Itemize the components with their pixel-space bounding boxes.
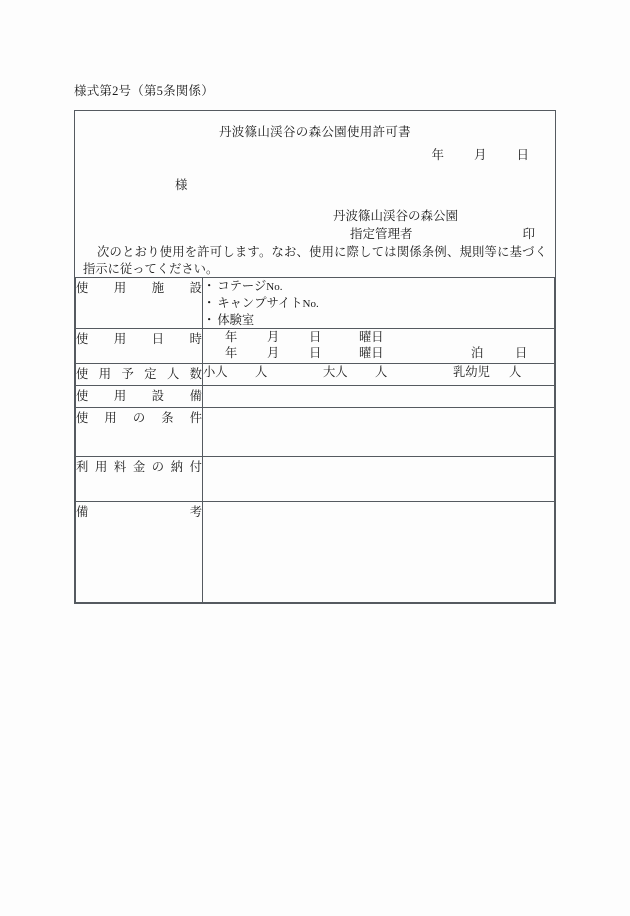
issue-date-month: 月	[473, 148, 487, 162]
end-day: 日	[309, 346, 322, 360]
row-value-remarks[interactable]	[203, 502, 555, 603]
permit-details-table	[75, 277, 555, 603]
bullet-dot-icon: ・	[203, 313, 216, 327]
facility-name: キャンプサイト	[217, 296, 303, 310]
stay-nights: 泊	[471, 346, 484, 360]
label-char: 用	[98, 367, 112, 381]
start-year: 年	[225, 330, 238, 344]
label-char: 納	[170, 460, 183, 474]
label-char: の	[151, 460, 165, 474]
row-value-conditions[interactable]	[203, 408, 555, 457]
label-char: 使	[76, 281, 89, 295]
facility-number-suffix: No.	[266, 281, 283, 293]
seal-mark: 印	[522, 227, 535, 241]
table-row-equipment	[76, 386, 555, 408]
end-weekday: 曜日	[359, 346, 384, 360]
label-char: 使	[76, 332, 89, 346]
issue-date-line	[431, 145, 529, 163]
label-char: 件	[189, 411, 202, 425]
label-char: 金	[132, 460, 146, 474]
adult-unit: 人	[375, 365, 388, 379]
facility-option-activityroom	[203, 312, 554, 328]
issue-date-year: 年	[431, 148, 444, 162]
issuer-role: 指定管理者	[350, 227, 413, 241]
datetime-start-line	[203, 329, 554, 345]
label-char: 備	[76, 505, 89, 519]
form-code-label: 様式第2号（第5条関係）	[74, 84, 214, 98]
label-char: 料	[113, 460, 127, 474]
bullet-dot-icon: ・	[203, 279, 216, 293]
label-char: 用	[113, 281, 127, 295]
infant-unit: 人	[509, 365, 522, 379]
infant-label: 乳幼児	[453, 365, 490, 379]
row-label-conditions	[76, 408, 203, 457]
permit-document-box	[74, 110, 556, 604]
end-year: 年	[225, 346, 238, 360]
start-month: 月	[267, 330, 280, 344]
addressee-honorific: 様	[175, 178, 188, 192]
datetime-end-line	[203, 345, 554, 361]
row-value-equipment[interactable]	[203, 386, 555, 408]
label-char: 設	[189, 281, 202, 295]
row-label-fee-payment	[76, 457, 203, 502]
stay-days: 日	[515, 346, 528, 360]
table-row-fee-payment	[76, 457, 555, 502]
label-char: 使	[76, 411, 89, 425]
facility-name: 体験室	[217, 313, 255, 327]
label-char: 利	[76, 460, 89, 474]
facility-option-cottage	[203, 278, 554, 295]
row-value-fee-payment[interactable]	[203, 457, 555, 502]
bullet-dot-icon: ・	[203, 296, 216, 310]
row-label-equipment	[76, 386, 203, 408]
label-char: 使	[76, 367, 89, 381]
issuer-organization: 丹波篠山渓谷の森公園	[333, 209, 459, 223]
document-header	[75, 111, 555, 277]
label-char: 施	[151, 281, 165, 295]
label-char: の	[132, 411, 146, 425]
label-char: 数	[189, 367, 202, 381]
label-char: 時	[189, 332, 202, 346]
row-label-datetime	[76, 329, 203, 364]
label-char: 考	[189, 505, 202, 519]
row-value-facility[interactable]	[203, 278, 555, 329]
start-day: 日	[309, 330, 322, 344]
row-label-remarks	[76, 502, 203, 603]
table-row-conditions	[76, 408, 555, 457]
label-char: 用	[113, 389, 127, 403]
label-char: 用	[113, 332, 127, 346]
label-char: 定	[144, 367, 157, 381]
facility-number-suffix: No.	[302, 298, 319, 310]
label-char: 予	[121, 367, 134, 381]
permit-body-text: 次のとおり使用を許可します。なお、使用に際しては関係条例、規則等に基づく指示に従ってください。	[83, 245, 547, 276]
issue-date-day: 日	[516, 148, 529, 162]
label-char: 人	[166, 367, 180, 381]
label-char: 日	[151, 332, 165, 346]
label-char: 使	[76, 389, 89, 403]
label-char: 備	[189, 389, 202, 403]
facility-name: コテージ	[217, 279, 267, 293]
facility-option-campsite	[203, 295, 554, 312]
child-label: 小人	[203, 365, 228, 379]
people-count-line	[203, 364, 554, 380]
table-row-people	[76, 364, 555, 386]
table-row-remarks	[76, 502, 555, 603]
row-label-facility	[76, 278, 203, 329]
row-value-datetime[interactable]	[203, 329, 555, 364]
label-char: 付	[189, 460, 202, 474]
row-label-people	[76, 364, 203, 386]
label-char: 用	[104, 411, 117, 425]
child-unit: 人	[255, 365, 268, 379]
end-month: 月	[267, 346, 280, 360]
label-char: 条	[161, 411, 174, 425]
label-char: 用	[94, 460, 108, 474]
table-row-datetime	[76, 329, 555, 364]
adult-label: 大人	[323, 365, 348, 379]
row-value-people[interactable]	[203, 364, 555, 386]
document-title: 丹波篠山渓谷の森公園使用許可書	[218, 125, 411, 139]
label-char: 設	[151, 389, 165, 403]
start-weekday: 曜日	[359, 330, 384, 344]
table-row-facility	[76, 278, 555, 329]
